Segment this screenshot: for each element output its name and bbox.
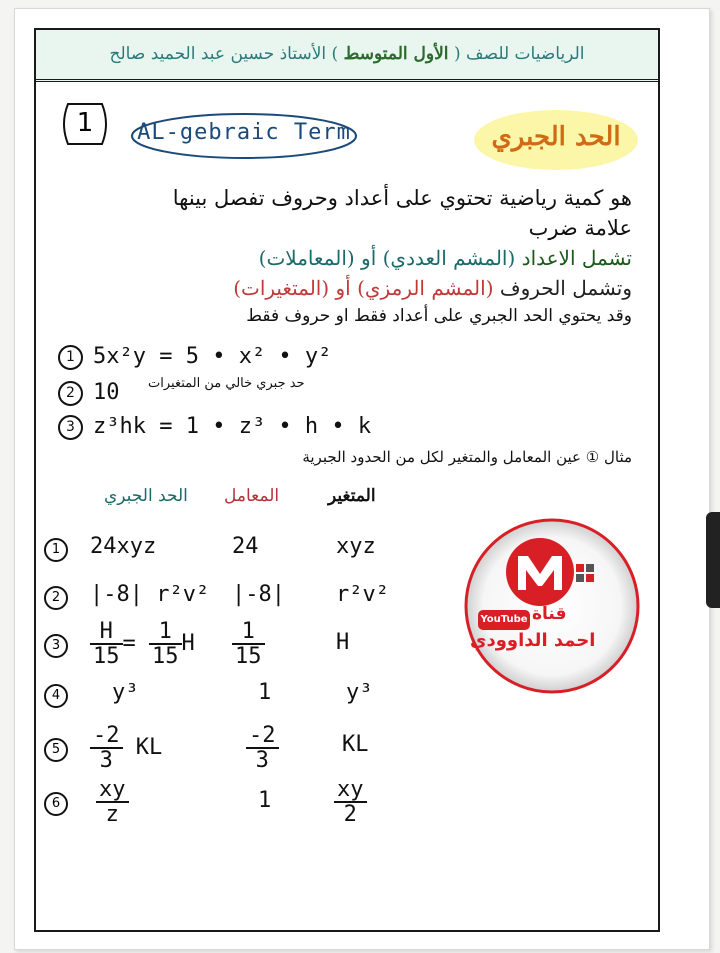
watermark-author: احمد الداوودي: [470, 630, 596, 651]
row-number: 2: [44, 586, 68, 610]
fraction-denominator: 3: [255, 748, 269, 774]
fraction-denominator: z: [105, 802, 119, 828]
table-row: [0, 530, 420, 582]
example-expression: 10: [93, 380, 120, 405]
includes-letters-line: [233, 276, 632, 300]
fraction-numerator: 1: [149, 620, 182, 645]
table-row: [0, 778, 420, 830]
row-number: 1: [44, 538, 68, 562]
definition-line-1: هو كمية رياضية تحتوي على أعداد وحروف تفصل بينها: [172, 186, 632, 210]
page-number-badge: [58, 100, 112, 148]
includes-letters-note: (المشم الرمزي) أو (المتغيرات): [233, 276, 494, 300]
coefficient-cell: |-8|: [232, 582, 285, 607]
english-title: [128, 110, 360, 162]
variable-cell: y³: [346, 680, 373, 705]
youtube-badge-icon: YouTube: [478, 610, 530, 630]
table-row: [0, 724, 420, 776]
example-3: [58, 414, 371, 440]
fraction-denominator: 15: [93, 644, 120, 670]
arabic-title-text: الحد الجبري: [491, 122, 621, 152]
definition-line-2: علامة ضرب: [528, 216, 632, 240]
page-header: [36, 30, 658, 82]
row-number: 6: [44, 792, 68, 816]
binder-clip: [706, 512, 720, 608]
arabic-title: [470, 104, 642, 176]
page-number: 1: [76, 108, 94, 138]
term-variable: H: [181, 631, 195, 657]
coefficient-cell: 1: [258, 788, 272, 813]
header-variable: المتغير: [328, 486, 376, 506]
coefficient-cell: 1: [258, 680, 272, 705]
example-number: 2: [58, 381, 83, 406]
coefficient-cell: [232, 620, 265, 668]
header-term: الحد الجبري: [104, 486, 188, 506]
row-number: 5: [44, 738, 68, 762]
fraction-numerator: xy: [96, 778, 129, 803]
fraction-numerator: -2: [246, 724, 279, 749]
header-text: [36, 44, 658, 64]
coefficient-fraction: [232, 620, 265, 668]
example-2-note: حد جبري خالي من المتغيرات: [148, 376, 305, 391]
coefficient-fraction: [246, 724, 279, 772]
term-fraction: [90, 724, 123, 772]
variable-cell: xyz: [336, 534, 376, 559]
header-teacher: ) الأستاذ حسين عبد الحميد صالح: [109, 44, 339, 64]
equals-sign: =: [122, 631, 149, 657]
table-row: [0, 676, 420, 728]
example-2: [58, 380, 120, 406]
header-coefficient: المعامل: [224, 486, 280, 506]
example-number: 1: [58, 345, 83, 370]
header-grade: الأول المتوسط: [343, 44, 449, 64]
term-fraction: [96, 778, 129, 826]
table-row: [0, 620, 420, 672]
fraction-numerator: xy: [334, 778, 367, 803]
row-number: 4: [44, 684, 68, 708]
exercise-instruction: مثال ① عين المعامل والمتغير لكل من الحدود الجبرية: [302, 448, 632, 466]
term-fraction: [149, 620, 182, 668]
row-number: 3: [44, 634, 68, 658]
term-variable: KL: [122, 735, 163, 761]
fraction-numerator: 1: [232, 620, 265, 645]
fraction-denominator: 15: [152, 644, 179, 670]
fraction-numerator: -2: [90, 724, 123, 749]
example-expression: z³hk = 1 • z³ • h • k: [93, 414, 372, 439]
term-cell: 24xyz: [90, 534, 157, 559]
fraction-denominator: 3: [99, 748, 113, 774]
term-cell: [90, 724, 162, 772]
example-expression: 5x²y = 5 • x² • y²: [93, 344, 332, 369]
includes-numbers-note: (المشم العددي) أو (المعاملات): [258, 246, 516, 270]
term-fraction: [90, 620, 123, 668]
includes-numbers-label: تشمل الاعداد: [521, 246, 632, 270]
fraction-denominator: 2: [343, 802, 357, 828]
definition-note: وقد يحتوي الحد الجبري على أعداد فقط او حروف فقط: [246, 306, 632, 326]
term-cell: [96, 778, 129, 826]
includes-letters-label: وتشمل الحروف: [499, 276, 632, 300]
coefficient-cell: [246, 724, 279, 772]
example-number: 3: [58, 415, 83, 440]
english-title-text: AL-gebraic Term: [137, 120, 351, 145]
variable-cell: H: [336, 630, 350, 655]
coefficient-cell: 24: [232, 534, 259, 559]
watermark-channel: قناة: [532, 604, 567, 624]
example-1: [58, 344, 331, 370]
variable-cell: r²v²: [336, 582, 389, 607]
term-cell: y³: [112, 680, 139, 705]
header-subject: الرياضيات للصف (: [453, 44, 585, 64]
term-cell: |-8| r²v²: [90, 582, 210, 607]
variable-cell: KL: [342, 732, 369, 757]
fraction-numerator: H: [90, 620, 123, 645]
variable-fraction: [334, 778, 367, 826]
term-cell: [90, 620, 195, 668]
variable-cell: [334, 778, 367, 826]
includes-numbers-line: [259, 246, 632, 270]
fraction-denominator: 15: [235, 644, 262, 670]
